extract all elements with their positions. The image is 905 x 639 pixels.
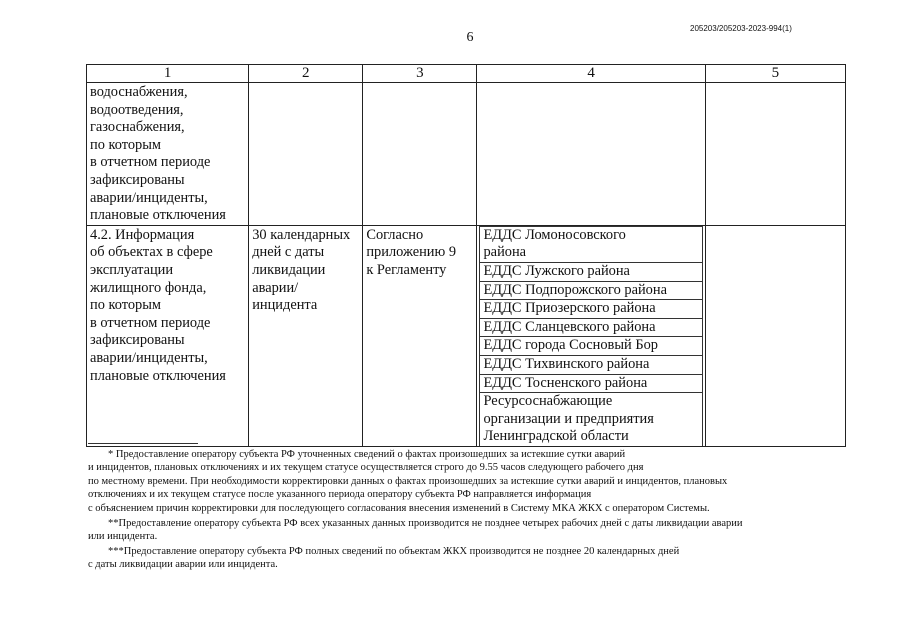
table-cell [363, 225, 477, 446]
cell-line: зафиксированы [90, 171, 185, 188]
edds-line: Ленинградской области [483, 428, 629, 445]
footnote-line: отключениях и их текущем статусе после указанного периода оператору субъекта РФ направляется информация [88, 489, 592, 501]
edds-entry [479, 393, 702, 446]
cell-line: эксплуатации [90, 261, 174, 278]
table-cell [249, 83, 363, 226]
edds-line: организации и предприятия [483, 410, 654, 427]
cell-line: дней с даты [252, 244, 325, 261]
table-cell [705, 83, 845, 226]
cell-line: водоотведения, [90, 101, 184, 118]
edds-entry: ЕДДС Тихвинского района [479, 356, 702, 375]
edds-line: Ресурсоснабжающие [483, 393, 613, 410]
cell-line: 30 календарных [252, 226, 351, 243]
page-number: 6 [466, 30, 474, 45]
footnote-line: с даты ликвидации аварии или инцидента. [88, 559, 278, 571]
footnote-2 [88, 517, 846, 544]
edds-entry: ЕДДС города Сосновый Бор [479, 337, 702, 356]
table-cell [249, 225, 363, 446]
cell-line: аварии/инциденты, [90, 349, 208, 366]
cell-line: аварии/ [252, 279, 299, 296]
column-header: 5 [705, 65, 845, 83]
cell-line: Согласно [366, 226, 424, 243]
table-cell [363, 83, 477, 226]
cell-line: в отчетном периоде [90, 314, 211, 331]
footnote-3 [88, 545, 846, 572]
cell-line: зафиксированы [90, 332, 185, 349]
cell-line: в отчетном периоде [90, 154, 211, 171]
footnote-line: * Предоставление оператору субъекта РФ уточненных сведений о фактах произошедших за истекшие сутки аварий [108, 449, 626, 460]
cell-line: аварии/инциденты, [90, 189, 208, 206]
edds-line: района [483, 244, 527, 261]
column-header: 4 [477, 65, 705, 83]
table-cell [87, 83, 249, 226]
edds-entry: ЕДДС Подпорожского района [479, 282, 702, 301]
cell-line: водоснабжения, [90, 84, 188, 100]
edds-entry [479, 226, 702, 263]
column-header: 3 [363, 65, 477, 83]
cell-line: жилищного фонда, [90, 279, 207, 296]
cell-line: газоснабжения, [90, 119, 185, 136]
footnote-line: с объяснением причин корректировки для последующего согласования внесения изменений в Систему МКА ЖКХ с оператором Системы. [88, 502, 710, 514]
table-cell [705, 225, 845, 446]
table-cell [477, 225, 705, 446]
footnote-line: или инцидента. [88, 531, 158, 543]
cell-line: плановые отключения [90, 207, 226, 224]
edds-line: ЕДДС Ломоносовского [483, 226, 626, 243]
cell-line: плановые отключения [90, 367, 226, 384]
edds-entry: ЕДДС Лужского района [479, 263, 702, 282]
edds-entry: ЕДДС Приозерского района [479, 300, 702, 319]
cell-line: по которым [90, 136, 162, 153]
cell-line: приложению 9 [366, 244, 457, 261]
table-cell [477, 83, 705, 226]
document-id: 205203/205203-2023-994(1) [690, 24, 792, 33]
cell-line: 4.2. Информация [90, 226, 195, 243]
table-cell [87, 225, 249, 446]
cell-line: по которым [90, 297, 162, 314]
cell-line: к Регламенту [366, 261, 447, 278]
cell-line: инцидента [252, 297, 318, 314]
column-header: 1 [87, 65, 249, 83]
table-row [87, 225, 846, 446]
footnote-separator [88, 443, 198, 444]
footnote-1 [88, 448, 846, 515]
footnote-line: по местному времени. При необходимости корректировки данных о фактах произошедших за истекшие сутки аварий и инцидентов, плановых [88, 475, 728, 487]
table-header-row [87, 65, 846, 83]
cell-line: об объектах в сфере [90, 244, 213, 261]
cell-line: ликвидации [252, 261, 326, 278]
footnote-line: и инцидентов, плановых отключениях и их текущем статусе осуществляется строго до 9.55 часов следующего рабочего дня [88, 462, 644, 474]
edds-entry: ЕДДС Тосненского района [479, 375, 702, 394]
table-row [87, 83, 846, 226]
column-header: 2 [249, 65, 363, 83]
footnote-line: ***Предоставление оператору субъекта РФ полных сведений по объектам ЖКХ производится не позднее 20 календарных дней [108, 546, 680, 557]
footnote-line: **Предоставление оператору субъекта РФ всех указанных данных производится не позднее четырех рабочих дней с даты ликвидации аварии [108, 518, 743, 529]
report-table [86, 64, 846, 447]
edds-entry: ЕДДС Сланцевского района [479, 319, 702, 338]
